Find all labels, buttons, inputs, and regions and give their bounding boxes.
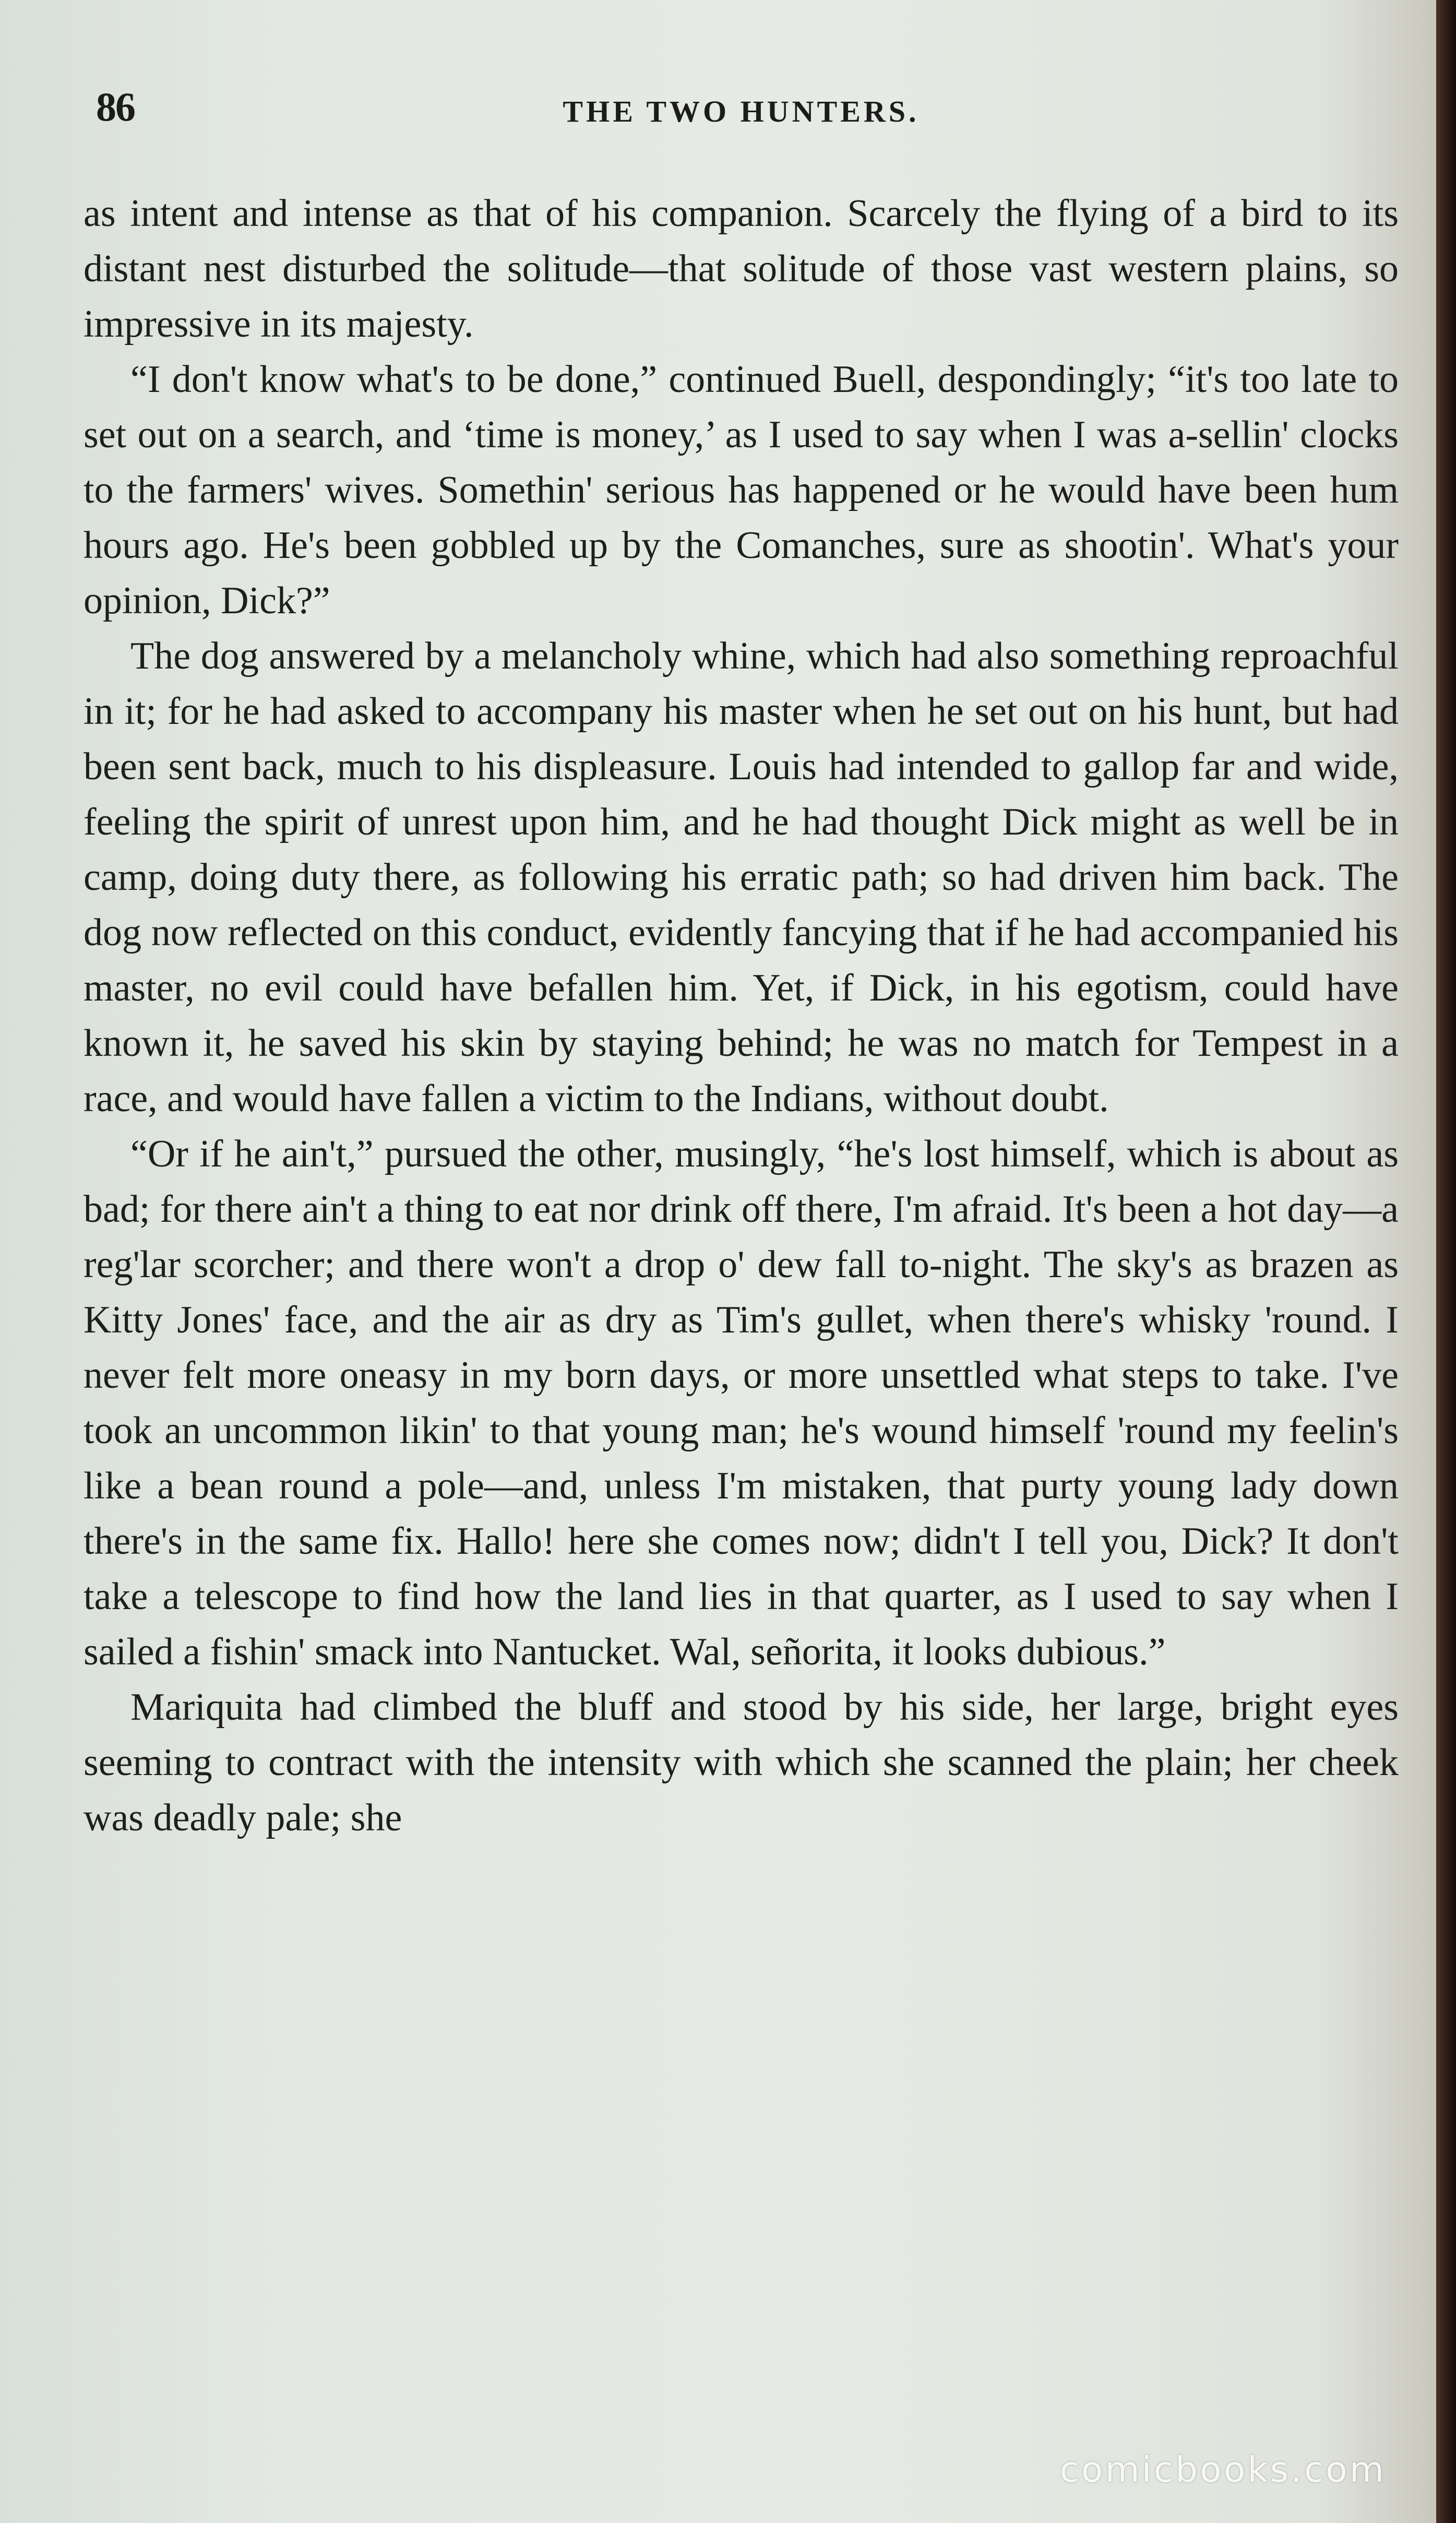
running-head (89, 78, 1393, 141)
paragraph-1: as intent and intense as that of his companion. Scarcely the flying of a bird to its distant nest disturbed the solitude—that solitude of those vast western plains, so impressive in its majesty. (83, 192, 1399, 346)
page-edge-shadow (1436, 0, 1456, 2523)
paragraph-3: The dog answered by a melancholy whine, which had also something reproachful in it; for he had asked to accompany his master when he set out on his hunt, but had been sent back, much to his displeasure. Louis had intended to gallop far and wide, feeling the spirit of unrest upon him, and he had thought Dick might as well be in camp, doing duty there, as following his erratic path; so had driven him back. The dog now reflected on this conduct, evidently fancying that if he had accompanied his master, no evil could have befallen him. Yet, if Dick, in his egotism, could have known it, he saved his skin by staying behind; he was no match for Tempest in a race, and would have fallen a victim to the Indians, without doubt. (83, 635, 1399, 1120)
page-number: 86 (96, 84, 135, 129)
running-title: THE TWO HUNTERS. (563, 94, 920, 128)
paragraph-2: “I don't know what's to be done,” continued Buell, despondingly; “it's too late to set out on a search, and ‘time is money,’ as I used to say when I was a-sellin' clocks to the farmers' wives. Somethin' serious has happened or he would have been hum hours ago. He's been gobbled up by the Comanches, sure as shootin'. What's your opinion, Dick?” (83, 358, 1399, 622)
watermark: comicbooks.com (1059, 2449, 1386, 2491)
paragraph-5: Mariquita had climbed the bluff and stood by his side, her large, bright eyes seeming to contract with the intensity with which she scanned the plain; her cheek was deadly pale; she (83, 1686, 1399, 1839)
paragraph-4: “Or if he ain't,” pursued the other, musingly, “he's lost himself, which is about as bad; for there ain't a thing to eat nor drink off there, I'm afraid. It's been a hot day—a reg'lar scorcher; and there won't a drop o' dew fall to-night. The sky's as brazen as Kitty Jones' face, and the air as dry as Tim's gullet, when there's whisky 'round. I never felt more oneasy in my born days, or more unsettled what steps to take. I've took an uncommon likin' to that young man; he's wound himself 'round my feelin's like a bean round a pole—and, unless I'm mistaken, that purty young lady down there's in the same fix. Hallo! here she comes now; didn't I tell you, Dick? It don't take a telescope to find how the land lies in that quarter, as I used to say when I sailed a fishin' smack into Nantucket. Wal, señorita, it looks dubious.” (83, 1133, 1399, 1673)
body-text (83, 186, 1399, 1846)
